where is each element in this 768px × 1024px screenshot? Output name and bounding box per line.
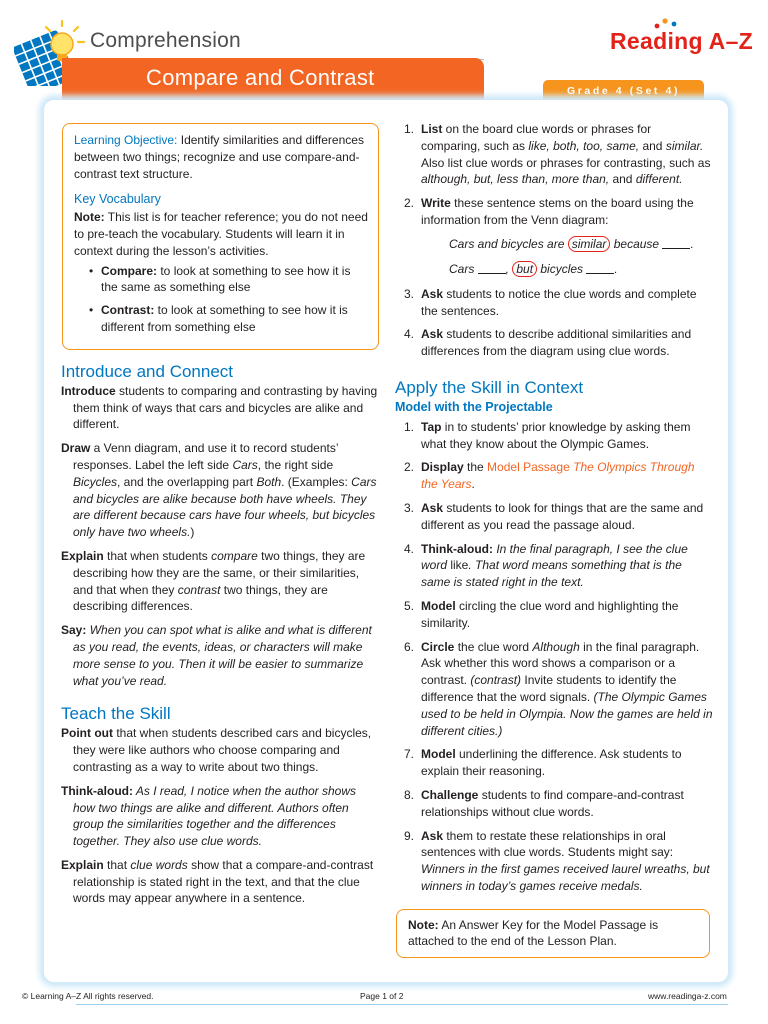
apply-step: 3. Ask students to look for things that are the same and different as you read the passage aloud.: [404, 500, 704, 532]
apply-subheading: Model with the Projectable: [395, 399, 553, 414]
right-column: [395, 121, 713, 958]
step-ask-notice: 3. Ask students to notice the clue words and complete the sentences.: [404, 286, 697, 318]
apply-step: 7. Model underlining the difference. Ask students to explain their reasoning.: [404, 747, 682, 779]
circled-clue-word: but: [512, 261, 537, 277]
title-bar: [62, 58, 484, 100]
vocab-note: Note: This list is for teacher reference; you do not need to pre-teach the vocabulary. Students will learn it in context during the lesson’s activities.: [74, 210, 368, 258]
circled-clue-word: similar: [568, 236, 611, 252]
model-passage-link[interactable]: Model Passage: [487, 460, 570, 475]
explain-paragraph: Explain that when students compare two things, they are describing how they are the same, or their similarities, and that when they contrast two things, they are describing differences.: [61, 548, 366, 614]
answer-blank: [586, 262, 614, 274]
think-aloud-paragraph: Think-aloud: As I read, I notice when the author shows how two things are alike and different. Authors often group the similarities together and the differences together. They also use clue words.: [61, 783, 357, 849]
apply-step: 8. Challenge students to find compare-and-contrast relationships without clue words.: [404, 787, 684, 819]
step-list-clue-words: 1. List on the board clue words or phrases for comparing, such as like, both, too, same, and similar. Also list clue words or phrases for contrasting, such as although, but, less than, more than, and different.: [404, 122, 711, 187]
learning-objective: Learning Objective: Identify similarities and differences between two things; recognize and use compare-and-contrast text structure.: [74, 133, 364, 181]
brand-logo: Reading A–Z: [610, 28, 754, 54]
left-column: [61, 123, 379, 914]
clue-words-paragraph: Explain that clue words show that a compare-and-contrast relationship is stated right in the text, and that the clue words may appear anywhere in a sentence.: [61, 857, 374, 906]
apply-step: 5. Model circling the clue word and highlighting the similarity.: [404, 598, 679, 630]
page-number: Page 1 of 2: [360, 991, 404, 1001]
page-title: Compare and Contrast: [146, 65, 375, 90]
answer-key-note: Note: An Answer Key for the Model Passage is attached to the end of the Lesson Plan.: [396, 909, 710, 959]
apply-step: 6. Circle the clue word Although in the final paragraph. Ask whether this word shows a comparison or a contrast. (contrast) Invite students to identify the difference that the word signals. (The Olympic Games used to be held in Olympia. Now the games are held in different cities.): [404, 639, 713, 738]
objective-box: [62, 123, 379, 350]
objective-label: Learning Objective:: [74, 133, 178, 147]
introduce-paragraph: Introduce students to comparing and contrasting by having them think of ways that cars and bicycles are alike and different.: [61, 383, 378, 432]
passage-title-link[interactable]: The Olympics Through the Years: [421, 460, 695, 492]
vocab-item-compare: • Compare: to look at something to see how it is the same as something else: [74, 263, 368, 297]
draw-paragraph: Draw a Venn diagram, and use it to record students’ responses. Label the left side Cars, the right side Bicycles, and the overlapping part Both. (Examples: Cars and bicycles are alike because both have wheels. They are different because cars have four wheels, but bicycles only have two wheels.): [61, 441, 377, 540]
apply-step: 2. Display the Model Passage The Olympics Through the Years.: [404, 460, 695, 492]
website-link[interactable]: www.readinga-z.com: [648, 991, 727, 1001]
answer-blank: [478, 262, 506, 274]
apply-heading: Apply the Skill in Context: [395, 377, 584, 397]
apply-steps: [395, 419, 713, 895]
footer-divider: [76, 1004, 728, 1005]
sentence-stem-but: Cars , but bicycles .: [449, 261, 618, 276]
vocab-item-contrast: • Contrast: to look at something to see how it is different from something else: [74, 302, 368, 336]
apply-step: 1. Tap in to students’ prior knowledge by asking them what they know about the Olympic Games.: [404, 419, 691, 451]
step-write-stems: 2. Write these sentence stems on the board using the information from the Venn diagram: Cars and bicycles are similar because . Cars , but bicycles .: [395, 195, 713, 279]
section-label: Comprehension: [90, 29, 241, 52]
teach-steps: [395, 121, 713, 360]
step-ask-describe: 4. Ask students to describe additional similarities and differences from the diagram using clue words.: [404, 327, 692, 359]
apply-step: 4. Think-aloud: In the final paragraph, I see the clue word like. That word means something that is the same is stated right in the text.: [404, 541, 688, 590]
key-vocabulary-heading: Key Vocabulary: [74, 192, 161, 207]
grade-badge: Grade 4 (Set 4): [543, 80, 704, 102]
say-paragraph: Say: When you can spot what is alike and what is different as you read, the events, ideas, or characters will make more sense to you. Then it will be easier to summarize what you’ve read.: [61, 623, 372, 688]
vocab-list: [74, 263, 368, 336]
sentence-stem-similar: Cars and bicycles are similar because .: [449, 236, 694, 251]
teach-heading: Teach the Skill: [61, 704, 171, 724]
apply-step: 9. Ask them to restate these relationships in oral sentences with clue words. Students might say: Winners in the first games received laurel wreaths, but winners in today’s games receive medals.: [404, 828, 710, 893]
copyright: © Learning A–Z All rights reserved.: [22, 991, 154, 1001]
point-out-paragraph: Point out that when students described cars and bicycles, they were like authors who choose comparing and contrasting as a way to write about two things.: [61, 726, 372, 774]
answer-blank: [662, 237, 690, 249]
introduce-heading: Introduce and Connect: [61, 361, 234, 381]
